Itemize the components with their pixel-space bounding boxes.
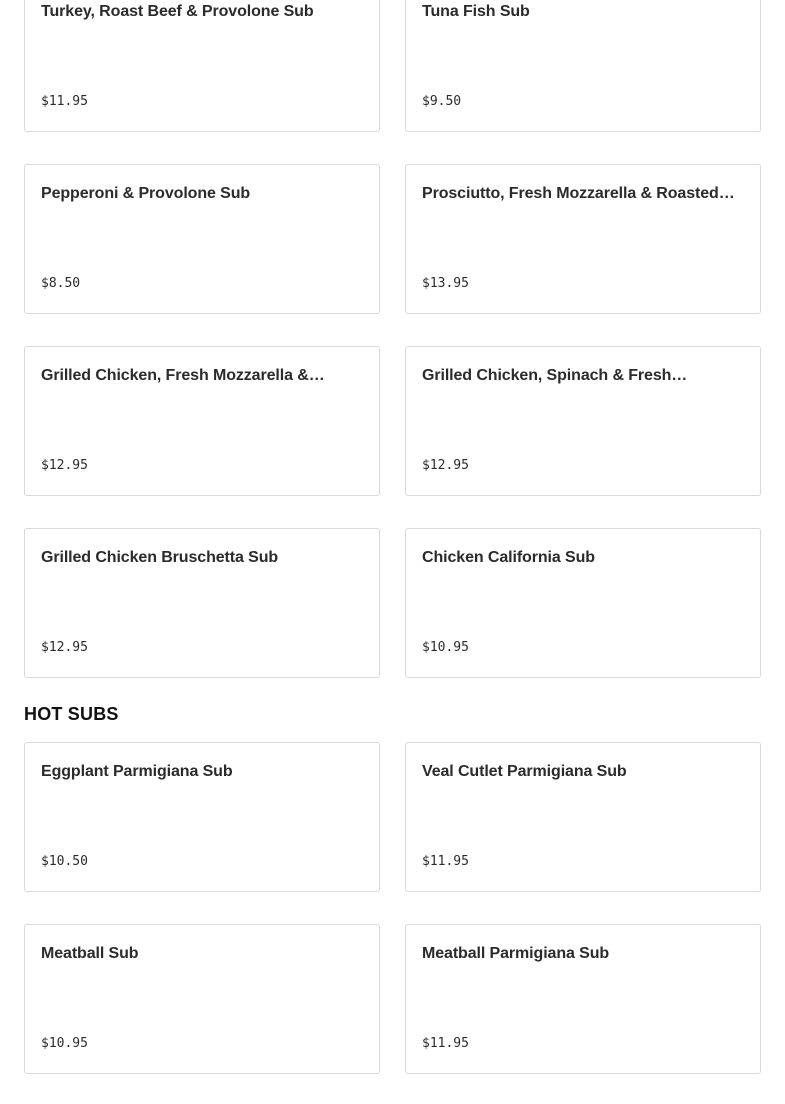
menu-item-card[interactable] [405, 0, 761, 132]
section-heading-hot-subs: HOT SUBS [24, 704, 119, 724]
menu-item-name: Prosciutto, Fresh Mozzarella & Roasted… [422, 185, 735, 202]
menu-item-name: Meatball Sub [41, 945, 139, 962]
menu-item-price: $11.95 [41, 94, 88, 109]
menu-item-card[interactable] [24, 0, 380, 132]
menu-item-price: $11.95 [422, 1036, 469, 1051]
menu-item-name: Grilled Chicken, Fresh Mozzarella &… [41, 367, 325, 384]
menu-item-name: Pepperoni & Provolone Sub [41, 185, 251, 202]
menu-item-name: Meatball Parmigiana Sub [422, 945, 610, 962]
menu-item-price: $10.50 [41, 854, 88, 869]
menu-item-price: $8.50 [41, 276, 81, 291]
menu-item-price: $12.95 [422, 458, 469, 473]
menu-item-card[interactable] [24, 924, 380, 1074]
menu-item-price: $12.95 [41, 458, 88, 473]
menu-item-card[interactable] [405, 346, 761, 496]
menu-item-name: Grilled Chicken Bruschetta Sub [41, 549, 279, 566]
menu-item-price: $13.95 [422, 276, 469, 291]
menu-item-price: $9.50 [422, 94, 462, 109]
menu-item-card[interactable] [24, 528, 380, 678]
menu-item-name: Eggplant Parmigiana Sub [41, 763, 233, 780]
menu-item-card[interactable] [405, 164, 761, 314]
menu-item-card[interactable] [24, 742, 380, 892]
cold-subs-grid [24, 0, 761, 678]
menu-item-card[interactable] [405, 924, 761, 1074]
menu-item-card[interactable] [405, 528, 761, 678]
menu-item-price: $11.95 [422, 854, 469, 869]
menu-item-name: Grilled Chicken, Spinach & Fresh… [422, 367, 688, 384]
menu-item-card[interactable] [405, 742, 761, 892]
menu-item-price: $10.95 [422, 640, 469, 655]
menu-item-name: Veal Cutlet Parmigiana Sub [422, 763, 627, 780]
menu-item-price: $12.95 [41, 640, 88, 655]
menu-item-card[interactable] [24, 164, 380, 314]
menu-item-card[interactable] [24, 346, 380, 496]
menu-item-name: Turkey, Roast Beef & Provolone Sub [41, 3, 314, 20]
menu-item-name: Tuna Fish Sub [422, 3, 530, 20]
menu-item-name: Chicken California Sub [422, 549, 595, 566]
hot-subs-grid [24, 742, 761, 1074]
menu-item-price: $10.95 [41, 1036, 88, 1051]
